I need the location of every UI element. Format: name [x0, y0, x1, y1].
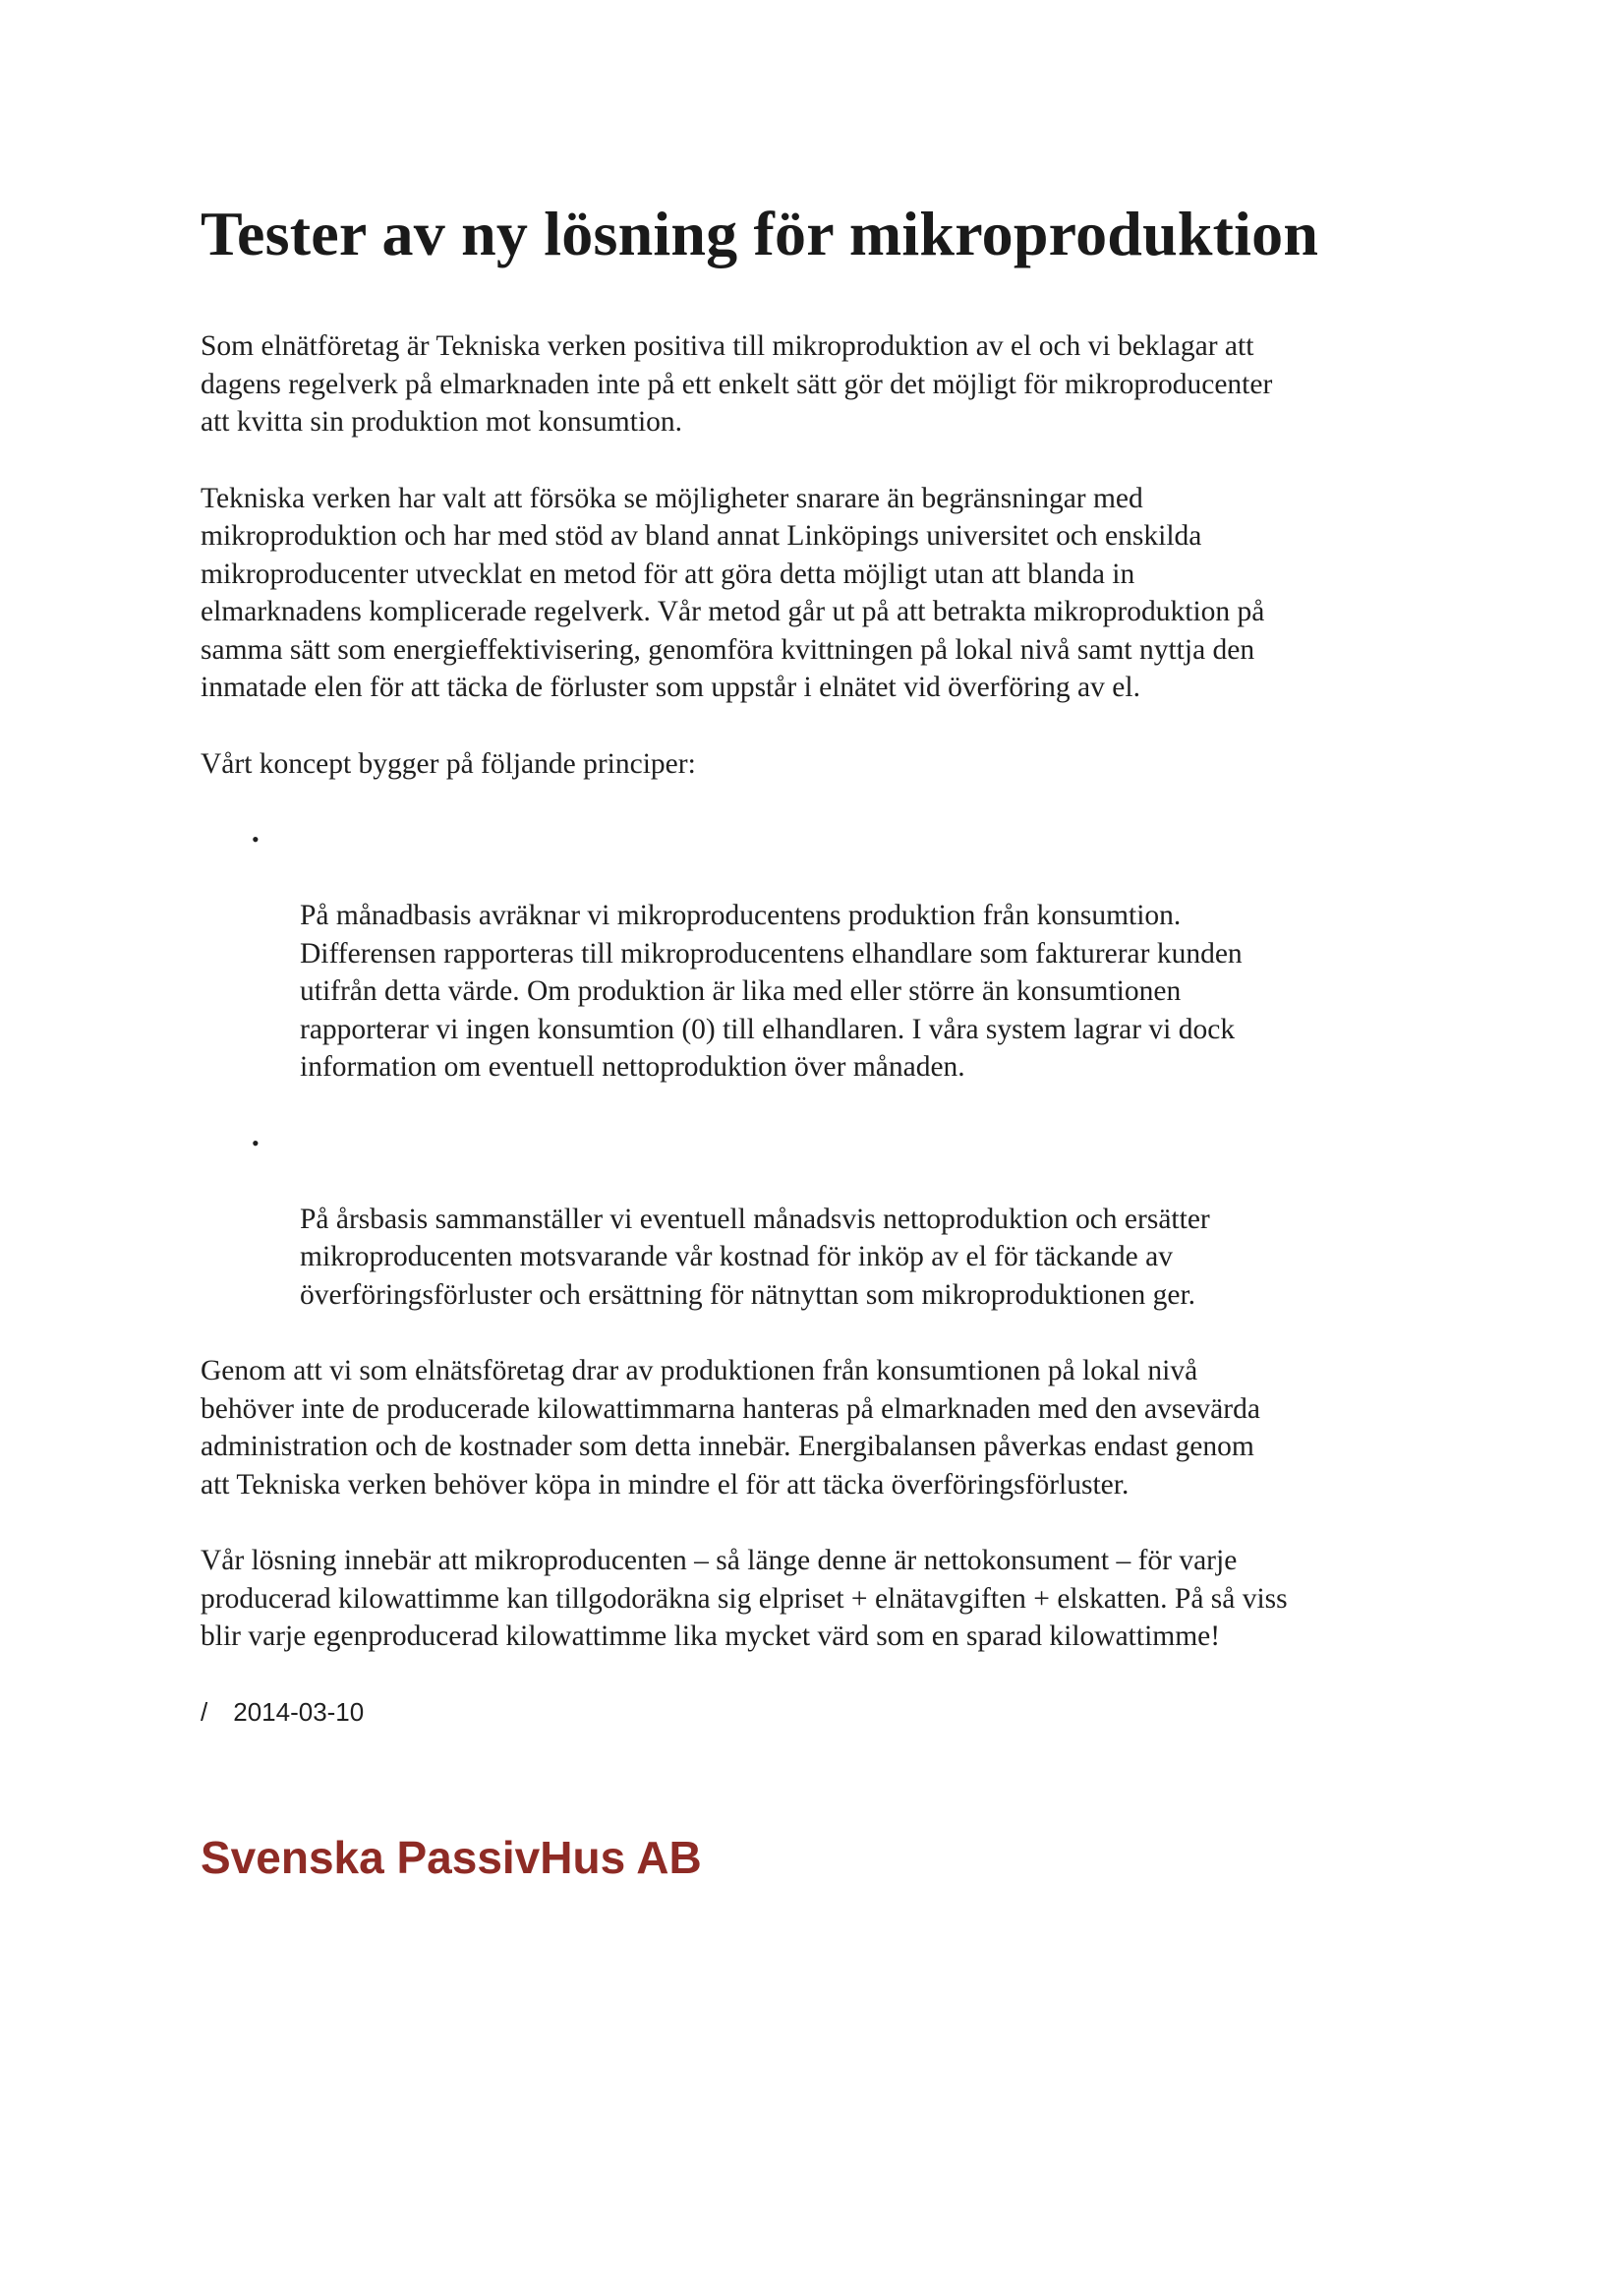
list-item-text: På månadbasis avräknar vi mikroproducentens produktion från konsumtion. Differensen rapporteras till mikroproducentens elhandlare som fakturerar kunden utifrån detta värde. Om produktion är lika med eller större än konsumtionen rapporterar vi ingen konsumtion (0) till elhandlaren. I våra system lagrar vi dock information om eventuell nettoproduktion över månaden. — [300, 900, 1243, 1083]
signature-date: 2014-03-10 — [233, 1696, 365, 1727]
energy-balance-paragraph: Genom att vi som elnätsföretag drar av produktionen från konsumtionen på lokal nivå behöver inte de producerade kilowattimmarna hanteras på elmarknaden med den avsevärda administration och de kostnader som detta innebär. Energibalansen påverkas endast genom att Tekniska verken behöver köpa in mindre el för att täcka överföringsförluster. — [201, 1355, 1260, 1501]
document-content — [201, 192, 1478, 1887]
signature-slash: / — [201, 1696, 208, 1727]
conclusion-paragraph: Vår lösning innebär att mikroproducenten – så länge denne är nettokonsument – för varje producerad kilowattimme kan tillgodoräkna sig elpriset + elnätavgiften + elskatten. På så viss blir varje egenproducerad kilowattimme lika mycket värd som en sparad kilowattimme! — [201, 1545, 1288, 1652]
document-title: Tester av ny lösning för mikroproduktion — [201, 199, 1319, 268]
intro-paragraph: Som elnätföretag är Tekniska verken positiva till mikroproduktion av el och vi beklagar att dagens regelverk på elmarknaden inte på ett enkelt sätt gör det möjligt för mikroproducenter att kvitta sin produktion mot konsumtion. — [201, 330, 1273, 438]
bullet-icon: • — [252, 827, 260, 852]
bullet-icon: • — [252, 1130, 260, 1155]
list-item-text: På årsbasis sammanställer vi eventuell månadsvis nettoproduktion och ersätter mikroproducenten motsvarande vår kostnad för inköp av el för täckande av överföringsförluster och ersättning för nätnyttan som mikroproduktionen ger. — [300, 1203, 1210, 1311]
company-name: Svenska PassivHus AB — [201, 1831, 702, 1883]
principles-list — [201, 821, 1478, 1314]
signature-line — [201, 1694, 1478, 1730]
principles-intro: Vårt koncept bygger på följande principer: — [201, 747, 696, 780]
list-item — [201, 1125, 1478, 1315]
method-paragraph: Tekniska verken har valt att försöka se möjligheter snarare än begränsningar med mikroproduktion och har med stöd av bland annat Linköpings universitet och enskilda mikroproducenter utvecklat en metod för att göra detta möjligt utan att blanda in elmarknadens komplicerade regelverk. Vår metod går ut på att betrakta mikroproduktion på samma sätt som energieffektivisering, genomföra kvittningen på lokal nivå samt nyttja den inmatade elen för att täcka de förluster som uppstår i elnätet vid överföring av el. — [201, 482, 1265, 703]
list-item — [201, 821, 1478, 1087]
